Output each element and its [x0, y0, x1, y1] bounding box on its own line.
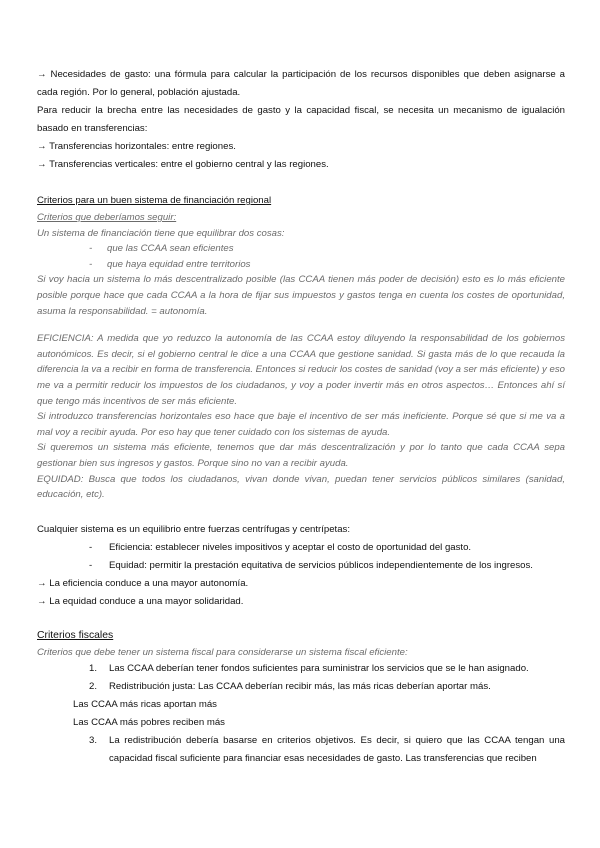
sub-line-ricas: Las CCAA más ricas aportan más — [73, 699, 217, 711]
numbered-item-text: Redistribución justa: Las CCAA deberían recibir más, las más ricas deberían aportar más. — [109, 681, 491, 693]
numbered-item — [37, 660, 565, 678]
subheading-fiscales: Criterios que debe tener un sistema fiscal para considerarse un sistema fiscal eficiente: — [37, 646, 408, 658]
paragraph-horizontales: Si introduzco transferencias horizontales eso hace que baje el incentivo de ser más ineficiente. Porque sé que si me va a mal voy a recibir ayuda. Por eso hay que tener cuidado con los sistemas de ayuda. — [37, 411, 565, 438]
list-item-text: Eficiencia: establecer niveles impositivos y aceptar el costo de oportunidad del gasto. — [109, 541, 472, 553]
item-number: 2. — [89, 681, 98, 693]
paragraph-transferencias-horizontales: → Transferencias horizontales: entre regiones. — [37, 141, 236, 152]
item-number: 1. — [89, 663, 98, 675]
list-item — [37, 257, 565, 273]
paragraph-equidad: EQUIDAD: Busca que todos los ciudadanos, vivan donde vivan, puedan tener servicios públicos similares (sanidad, educación, etc). — [37, 473, 565, 501]
spacer — [37, 503, 565, 517]
numbered-item — [37, 732, 565, 768]
numbered-item-text: Las CCAA deberían tener fondos suficientes para suministrar los servicios que se le han asignado. — [109, 663, 529, 675]
dash-bullet: - — [89, 243, 93, 255]
spacer — [37, 611, 565, 625]
list-item-text: que haya equidad entre territorios — [107, 258, 251, 270]
section-heading-financiacion: Criterios para un buen sistema de financiación regional — [37, 195, 272, 206]
dash-bullet: - — [89, 258, 93, 270]
list-item — [37, 539, 565, 557]
spacer — [37, 319, 565, 331]
numbered-item-text: La redistribución debería basarse en criterios objetivos. Es decir, si quiero que las CCAA tengan una capacidad fiscal suficiente para financiar esas necesidades de gasto. Las transferencias que reciben — [109, 735, 565, 765]
sub-line-pobres: Las CCAA más pobres reciben más — [73, 717, 225, 729]
numbered-item — [37, 678, 565, 696]
document-body — [37, 66, 565, 768]
paragraph-equilibrar: Un sistema de financiación tiene que equilibrar dos cosas: — [37, 227, 285, 239]
paragraph-brecha: Para reducir la brecha entre las necesidades de gasto y la capacidad fiscal, se necesita un mecanismo de igualación basado en transferencias: — [37, 105, 565, 134]
dash-bullet: - — [89, 541, 93, 553]
paragraph-transferencias-verticales: → Transferencias verticales: entre el gobierno central y las regiones. — [37, 159, 329, 170]
section-gray-block — [37, 210, 565, 503]
paragraph-necesidades-gasto: → Necesidades de gasto: una fórmula para calcular la participación de los recursos disponibles que deben asignarse a cada región. Por lo general, población ajustada. — [37, 69, 565, 98]
dash-bullet: - — [89, 559, 93, 571]
list-item-text: Equidad: permitir la prestación equitativa de servicios públicos independientemente de los ingresos. — [109, 559, 533, 571]
list-item — [37, 557, 565, 575]
list-item — [37, 241, 565, 257]
subheading-criterios: Criterios que deberíamos seguir: — [37, 212, 177, 223]
paragraph-equidad-solidaridad: → La equidad conduce a una mayor solidaridad. — [37, 595, 244, 607]
list-item-text: que las CCAA sean eficientes — [107, 243, 234, 255]
paragraph-eficiencia: EFICIENCIA: A medida que yo reduzco la autonomía de las CCAA estoy diluyendo la responsabilidad de los gobiernos autonómicos. Es decir, si el gobierno central le dice a una CCAA que gestione sanidad. Si gasta más de lo que recauda la diferencia la va a recibir en forma de transferencia. Entonces si reducir los costes de sanidad (voy a ser más eficiente) y eso me va a permitir reducir los impuestos de los ciudadanos, y voy a poder invertir más en otros aspectos… Entonces ahí sí que tengo más incentivos de ser más eficiente. — [37, 333, 565, 407]
paragraph-eficiencia-autonomia: → La eficiencia conduce a una mayor autonomía. — [37, 577, 249, 589]
item-number: 3. — [89, 735, 98, 747]
paragraph-descentralizado: Si voy hacia un sistema lo más descentralizado posible (las CCAA tienen más poder de decisión) esto es lo más eficiente posible porque hace que cada CCAA a la hora de fijar sus impuestos y gastos tenga en cuenta los costes de oportunidad, asuma la responsabilidad. = autonomía. — [37, 274, 565, 317]
paragraph-equilibrio: Cualquier sistema es un equilibrio entre fuerzas centrífugas y centrípetas: — [37, 523, 351, 535]
spacer — [37, 174, 565, 188]
paragraph-mas-eficiente: Si queremos un sistema más eficiente, tenemos que dar más descentralización y por lo tanto que cada CCAA sepa gestionar bien sus ingresos y gastos. Porque sino no van a recibir ayuda. — [37, 442, 565, 469]
section-heading-fiscales: Criterios fiscales — [37, 629, 114, 641]
